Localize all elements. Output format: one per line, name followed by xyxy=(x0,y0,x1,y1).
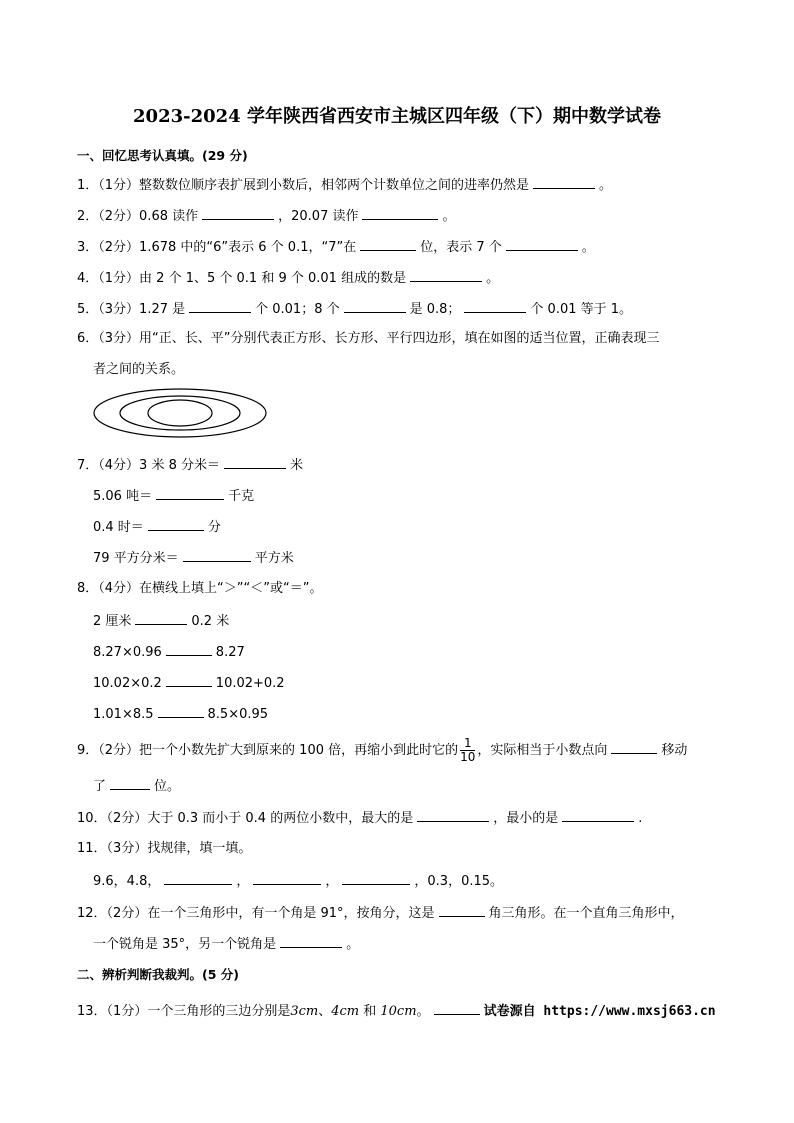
answer-blank[interactable] xyxy=(360,237,416,251)
question-7-b: 5.06 吨＝ 千克 xyxy=(93,486,254,506)
answer-blank[interactable] xyxy=(362,206,438,220)
answer-blank[interactable] xyxy=(439,903,485,917)
answer-blank[interactable] xyxy=(506,237,578,251)
question-8-row-1: 2 厘米 0.2 米 xyxy=(93,611,229,631)
question-8-row-4: 1.01×8.5 8.5×0.95 xyxy=(93,704,268,724)
answer-blank[interactable] xyxy=(135,611,187,625)
answer-blank[interactable] xyxy=(158,704,204,718)
question-8: 8．（4分）在横线上填上“＞”“＜”或“＝”。 xyxy=(77,581,323,596)
question-7-d: 79 平方分米＝ 平方米 xyxy=(93,548,294,568)
question-11-sequence: 9.6，4.8， ， ， ，0.3，0.15。 xyxy=(93,871,503,891)
answer-blank[interactable] xyxy=(110,776,150,790)
answer-blank[interactable] xyxy=(253,871,321,885)
answer-blank[interactable] xyxy=(410,268,482,282)
answer-blank[interactable] xyxy=(434,1001,480,1015)
question-5: 5．（3分）1.27 是 个 0.01；8 个 是 0.8； 个 0.01 等于 1。 xyxy=(77,299,632,319)
answer-blank[interactable] xyxy=(224,455,286,469)
section-1-heading: 一、回忆思考认真填。(29 分) xyxy=(77,148,248,163)
answer-blank[interactable] xyxy=(148,517,204,531)
answer-blank[interactable] xyxy=(156,486,224,500)
section-2-heading: 二、辨析判断我裁判。(5 分) xyxy=(77,967,239,982)
page-title: 2023-2024 学年陕西省西安市主城区四年级（下）期中数学试卷 xyxy=(133,106,661,127)
question-13: 13．（1分）一个三角形的三边分别是3cm、4cm 和 10cm。 试卷源自 https://www.mxsj663.cn xyxy=(77,1001,716,1021)
source-link[interactable]: 试卷源自 https://www.mxsj663.cn xyxy=(483,1004,716,1019)
question-7-c: 0.4 时＝ 分 xyxy=(93,517,221,537)
fraction: $\frac{1}{10}$ xyxy=(460,736,476,764)
question-8-row-3: 10.02×0.2 10.02+0.2 xyxy=(93,673,285,693)
question-3: 3．（2分）1.678 中的“6”表示 6 个 0.1，“7”在 位，表示 7 个 。 xyxy=(77,237,595,257)
answer-blank[interactable] xyxy=(562,808,634,822)
answer-blank[interactable] xyxy=(611,740,657,754)
question-6: 6．（3分）用“正、长、平”分别代表正方形、长方形、平行四边形，填在如图的适当位置，正确表现三 xyxy=(77,331,660,346)
answer-blank[interactable] xyxy=(464,299,526,313)
question-6-cont: 者之间的关系。 xyxy=(93,362,185,377)
answer-blank[interactable] xyxy=(164,871,232,885)
question-10: 10．（2分）大于 0.3 而小于 0.4 的两位小数中，最大的是 ，最小的是 . xyxy=(77,808,642,828)
question-7: 7．（4分）3 米 8 分米＝ 米 xyxy=(77,455,303,475)
question-12-cont: 一个锐角是 35°，另一个锐角是 。 xyxy=(93,934,359,954)
answer-blank[interactable] xyxy=(166,673,212,687)
answer-blank[interactable] xyxy=(342,871,410,885)
answer-blank[interactable] xyxy=(344,299,406,313)
question-11: 11．（3分）找规律，填一填。 xyxy=(77,841,252,856)
answer-blank[interactable] xyxy=(202,206,274,220)
question-2: 2．（2分）0.68 读作 ，20.07 读作 。 xyxy=(77,206,456,226)
question-9-cont: 了 位。 xyxy=(93,776,180,796)
question-1: 1．（1分）整数数位顺序表扩展到小数后，相邻两个计数单位之间的进率仍然是 。 xyxy=(77,175,612,195)
answer-blank[interactable] xyxy=(189,299,251,313)
question-4: 4．（1分）由 2 个 1、5 个 0.1 和 9 个 0.01 组成的数是 。 xyxy=(77,268,499,288)
answer-blank[interactable] xyxy=(166,642,212,656)
answer-blank[interactable] xyxy=(417,808,489,822)
answer-blank[interactable] xyxy=(280,934,342,948)
nested-ellipses-diagram xyxy=(92,387,268,439)
question-9: 9．（2分）把一个小数先扩大到原来的 100 倍，再缩小到此时它的 $\frac{1}{10}$ ，实际相当于小数点向 移动 xyxy=(77,736,688,764)
middle-ellipse[interactable] xyxy=(120,396,240,430)
answer-blank[interactable] xyxy=(183,548,251,562)
answer-blank[interactable] xyxy=(533,175,595,189)
inner-ellipse[interactable] xyxy=(148,400,212,426)
question-8-row-2: 8.27×0.96 8.27 xyxy=(93,642,245,662)
question-12: 12．（2分）在一个三角形中，有一个角是 91°，按角分，这是 角三角形。在一个直角三角形中， xyxy=(77,903,684,923)
